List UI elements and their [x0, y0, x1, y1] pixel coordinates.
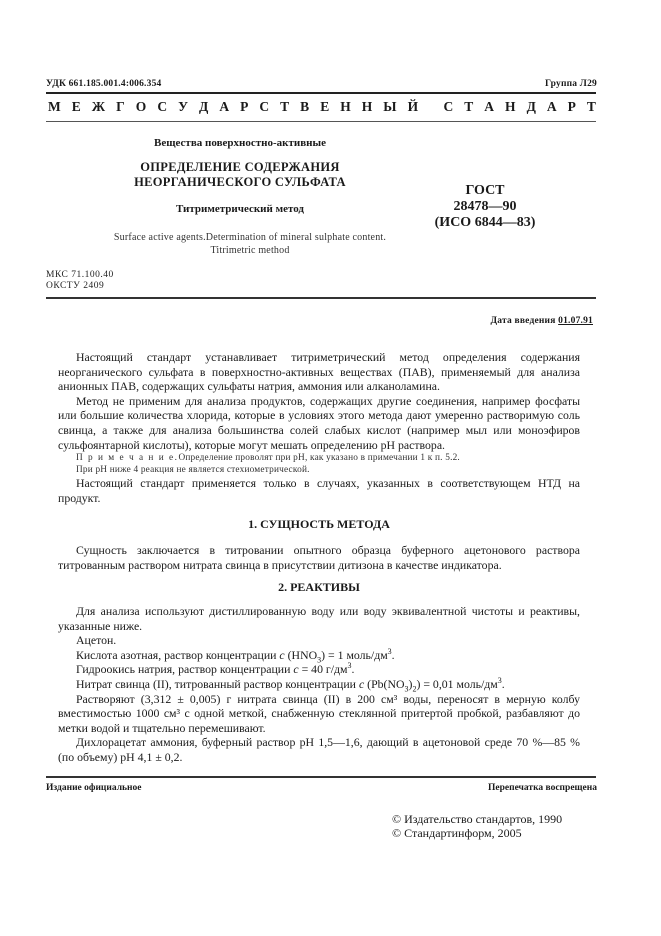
nitric-acid-text: Кислота азотная, раствор концентрации: [76, 647, 280, 662]
banner-letter: Й: [407, 99, 419, 114]
banner-letter: С: [443, 99, 454, 114]
banner-letter: Д: [199, 99, 209, 114]
note-label: П р и м е ч а н и е.: [76, 453, 179, 464]
intro-paragraph-3: Настоящий стандарт применяется только в случаях, указанных в соответствующем НТД на продукт.: [58, 476, 580, 505]
section-1-text: [58, 543, 580, 572]
section-1-paragraph: Сущность заключается в титровании опытного образца буферного ацетонового раствора титрованным раствором нитрата свинца в присутствии дитизона в качестве индикатора.: [58, 543, 580, 572]
sodium-hydroxide-text: Гидроокись натрия, раствор концентрации: [76, 662, 294, 677]
footer-rule: [46, 776, 596, 778]
intro-paragraph-1: Настоящий стандарт устанавливает титриметрический метод определения содержания неорганического сульфата в поверхностно-активных веществах (ПАВ), применяемый для анализа анионных ПАВ, содержащих сульфаты натрия, аммония или алканоламина.: [58, 350, 580, 394]
banner-letter: А: [484, 99, 495, 114]
section-2-heading: 2. РЕАКТИВЫ: [278, 580, 360, 594]
udk-code: УДК 661.185.001.4:006.354: [46, 79, 162, 89]
intro-text: [58, 350, 580, 505]
note-text-1: Определение проволят при pH, как указано в примечании 1 к п. 5.2.: [178, 453, 460, 464]
reagent-sodium-hydroxide: Гидроокись натрия, раствор концентрации c = 40 $г/дм^3$.: [76, 661, 355, 677]
introduction-date: [491, 316, 593, 326]
banner-letter: Н: [361, 99, 373, 114]
reagent-acetone: Ацетон.: [76, 633, 117, 648]
reprint-prohibited: Перепечатка воспрещена: [487, 783, 597, 793]
intro-note-2: При pH ниже 4 реакция не является стехиометрической.: [76, 465, 310, 476]
sodium-hydroxide-value: = 40 г/дм: [298, 662, 348, 677]
interstate-standard-banner: [48, 99, 596, 115]
banner-letter: Т: [586, 99, 596, 114]
subject-title: Вещества поверхностно-активные: [154, 137, 326, 149]
introduction-date-value: 01.07.91: [558, 316, 593, 326]
banner-letter: Ы: [383, 99, 397, 114]
nitric-acid-value: = 1 моль/дм: [325, 647, 388, 662]
banner-letter: [429, 99, 432, 115]
reagents-intro: Для анализа используют дистиллированную воду или воду эквивалентной чистоты и реактивы, указанные ниже.: [58, 604, 580, 633]
banner-letter: Р: [240, 99, 249, 114]
banner-letter: В: [300, 99, 310, 114]
mks-code: МКС 71.100.40: [46, 270, 114, 280]
english-title-line2: Titrimetric method: [210, 245, 290, 256]
banner-letter: С: [259, 99, 270, 114]
copyright-2: © Стандартинформ, 2005: [392, 826, 522, 840]
banner-letter: О: [135, 99, 147, 114]
banner-letter: Н: [340, 99, 351, 114]
banner-letter: Т: [280, 99, 290, 114]
banner-rule: [46, 121, 596, 122]
lead-nitrate-text: Нитрат свинца (II), титрованный раствор концентрации: [76, 676, 359, 691]
banner-letter: С: [157, 99, 168, 114]
gost-label: ГОСТ: [465, 183, 505, 198]
intro-paragraph-2: Метод не применим для анализа продуктов, содержащих другие соединения, например фосфаты или большие количества хлорида, которые в условиях этого метода дают умеренно растворимую соль свинца, а также для анализа большинства солей слабых кислот (например мыл или моноэфиров сульфоянтарной кислоты), которые могут мешать определению pH раствора.: [58, 393, 580, 452]
banner-letter: Т: [464, 99, 474, 114]
lead-nitrate-value: = 0,01 моль/дм: [420, 676, 498, 691]
english-title-line1: Surface active agents.Determination of mineral sulphate content.: [113, 232, 387, 243]
banner-letter: Д: [526, 99, 536, 114]
banner-letter: Р: [567, 99, 576, 114]
intro-note-1: [58, 452, 580, 464]
okstu-code: ОКСТУ 2409: [46, 281, 105, 291]
banner-letter: Г: [116, 99, 125, 114]
banner-letter: Е: [71, 99, 81, 114]
header-rule: [46, 92, 596, 94]
gost-number: 28478—90: [453, 199, 517, 214]
classification-codes: [46, 270, 114, 292]
reagent-lead-nitrate: Нитрат свинца (II), титрованный раствор концентрации c $(Pb(NO_3)_2) = 0,01$ моль/$дм^3$.: [76, 676, 505, 694]
banner-letter: Ж: [91, 99, 106, 114]
banner-letter: Е: [320, 99, 330, 114]
buffer-solution: Дихлорацетат аммония, буферный раствор pH 1,5—1,6, дающий в ацетоновой среде 70 %—85 % (по объему) pH 4,1 ± 0,2.: [58, 735, 580, 764]
banner-letter: М: [48, 99, 61, 114]
method-title: Титриметрический метод: [175, 203, 304, 215]
official-edition: Издание официальное: [46, 783, 142, 793]
banner-letter: У: [178, 99, 188, 114]
section-1-heading: 1. СУЩНОСТЬ МЕТОДА: [248, 517, 390, 531]
gost-designation: [420, 183, 550, 231]
title-block-rule: [46, 297, 596, 299]
reagent-nitric-acid: Кислота азотная, раствор концентрации c $(HNO_3) = 1$ моль/$дм^3$.: [76, 646, 395, 665]
dissolve-instructions: Растворяют (3,312 ± 0,005) г нитрата свинца (II) в 200 см³ воды, переносят в мерную колбу вместимостью 1000 см³ с одной меткой, снабженную стеклянной притертой пробкой, разбавляют до метки водой и тщательно перемешивают.: [58, 691, 580, 735]
copyright-1: © Издательство стандартов, 1990: [392, 812, 563, 826]
group-code: Группа Л29: [544, 79, 597, 89]
banner-letter: Н: [505, 99, 516, 114]
banner-letter: А: [546, 99, 557, 114]
iso-number: (ИСО 6844—83): [434, 215, 536, 230]
main-title: [90, 160, 390, 190]
banner-letter: А: [219, 99, 230, 114]
section-2-text: [58, 604, 580, 765]
main-title-line1: ОПРЕДЕЛЕНИЕ СОДЕРЖАНИЯ: [140, 160, 340, 174]
introduction-date-label: Дата введения: [490, 316, 559, 326]
english-title: [60, 231, 440, 257]
main-title-line2: НЕОРГАНИЧЕСКОГО СУЛЬФАТА: [134, 175, 346, 189]
